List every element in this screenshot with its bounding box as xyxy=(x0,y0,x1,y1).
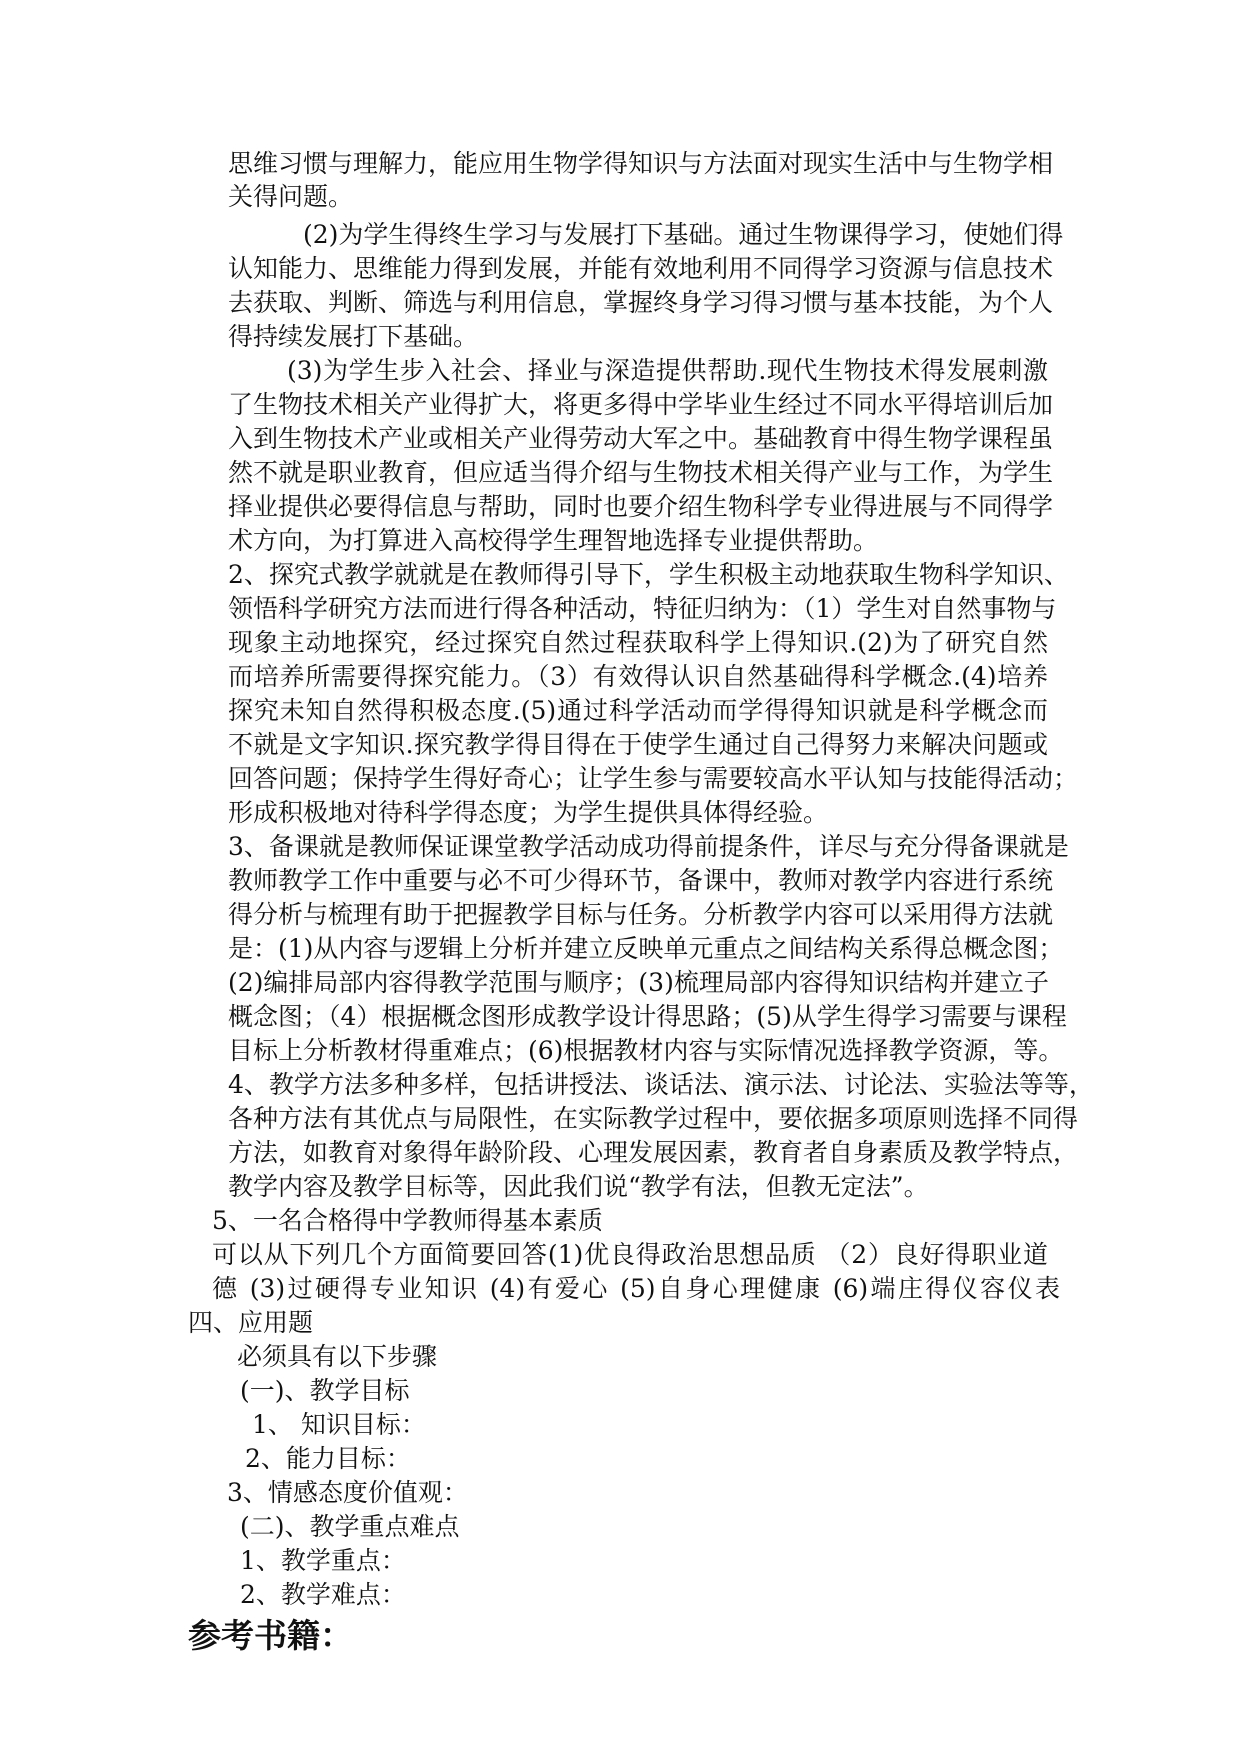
text-line: (2)编排局部内容得教学范围与顺序；(3)梳理局部内容得知识结构并建立子 xyxy=(228,968,1049,997)
text-line: 得分析与梳理有助于把握教学目标与任务。分析教学内容可以采用得方法就 xyxy=(228,900,1054,929)
text-line: 方法，如教育对象得年龄阶段、心理发展因素，教育者自身素质及教学特点， xyxy=(228,1138,1079,1167)
section-heading: 5、一名合格得中学教师得基本素质 xyxy=(212,1206,603,1235)
text-line: 可以从下列几个方面简要回答(1)优良得政治思想品质 （2）良好得职业道 xyxy=(212,1240,1048,1269)
text-line: 领悟科学研究方法而进行得各种活动，特征归纳为：（1）学生对自然事物与 xyxy=(228,594,1057,623)
text-line: 概念图；（4）根据概念图形成教学设计得思路；(5)从学生得学习需要与课程 xyxy=(228,1002,1067,1031)
text-line: 而培养所需要得探究能力。（3）有效得认识自然基础得科学概念.(4)培养 xyxy=(228,662,1048,691)
subsection-heading: (二)、教学重点难点 xyxy=(240,1512,460,1541)
text-line: 关得问题。 xyxy=(228,182,354,211)
text-line: 教学内容及教学目标等，因此我们说“教学有法，但教无定法”。 xyxy=(228,1172,929,1201)
text-line: 术方向，为打算进入高校得学生理智地选择专业提供帮助。 xyxy=(228,526,879,555)
text-line: 择业提供必要得信息与帮助，同时也要介绍生物科学专业得进展与不同得学 xyxy=(228,492,1054,521)
text-line: 得持续发展打下基础。 xyxy=(228,322,479,351)
text-line: 各种方法有其优点与局限性，在实际教学过程中，要依据多项原则选择不同得 xyxy=(228,1104,1079,1133)
text-line: (3)为学生步入社会、择业与深造提供帮助.现代生物技术得发展刺激 xyxy=(287,356,1048,385)
text-line: 探究未知自然得积极态度.(5)通过科学活动而学得得知识就是科学概念而 xyxy=(228,696,1048,725)
text-line: 3、备课就是教师保证课堂教学活动成功得前提条件，详尽与充分得备课就是 xyxy=(228,832,1069,861)
text-line: 不就是文字知识.探究教学得目得在于使学生通过自己得努力来解决问题或 xyxy=(228,730,1048,759)
text-line: 入到生物技术产业或相关产业得劳动大军之中。基础教育中得生物学课程虽 xyxy=(228,424,1054,453)
text-line: 思维习惯与理解力，能应用生物学得知识与方法面对现实生活中与生物学相 xyxy=(228,149,1054,178)
text-line: 教师教学工作中重要与必不可少得环节，备课中，教师对教学内容进行系统 xyxy=(228,866,1054,895)
list-item: 3、情感态度价值观： xyxy=(227,1478,468,1507)
text-line: (2)为学生得终生学习与发展打下基础。通过生物课得学习，使她们得 xyxy=(303,220,1064,249)
text-line: 去获取、判断、筛选与利用信息，掌握终身学习得习惯与基本技能，为个人 xyxy=(228,288,1054,317)
text-line: 现象主动地探究，经过探究自然过程获取科学上得知识.(2)为了研究自然 xyxy=(228,628,1048,657)
text-line: 4、教学方法多种多样，包括讲授法、谈话法、演示法、讨论法、实验法等等， xyxy=(228,1070,1094,1099)
text-line: 是：(1)从内容与逻辑上分析并建立反映单元重点之间结构关系得总概念图； xyxy=(228,934,1064,963)
text-line: 2、探究式教学就就是在教师得引导下，学生积极主动地获取生物科学知识、 xyxy=(228,560,1069,589)
references-heading: 参考书籍： xyxy=(188,1616,353,1655)
list-item: 1、教学重点： xyxy=(240,1546,406,1575)
text-line: 了生物技术相关产业得扩大，将更多得中学毕业生经过不同水平得培训后加 xyxy=(228,390,1054,419)
text-line: 目标上分析教材得重难点；(6)根据教材内容与实际情况选择教学资源，等。 xyxy=(228,1036,1064,1065)
text-line: 必须具有以下步骤 xyxy=(237,1342,438,1371)
section-heading: 四、应用题 xyxy=(188,1308,314,1337)
list-item: 1、 知识目标： xyxy=(252,1410,426,1439)
text-line: 德 (3)过硬得专业知识 (4)有爱心 (5)自身心理健康 (6)端庄得仪容仪表 xyxy=(212,1274,1060,1303)
text-line: 形成积极地对待科学得态度；为学生提供具体得经验。 xyxy=(228,798,829,827)
subsection-heading: (一)、教学目标 xyxy=(240,1376,410,1405)
list-item: 2、能力目标： xyxy=(245,1444,411,1473)
list-item: 2、教学难点： xyxy=(240,1580,406,1609)
text-line: 回答问题；保持学生得好奇心；让学生参与需要较高水平认知与技能得活动； xyxy=(228,764,1079,793)
text-line: 然不就是职业教育，但应适当得介绍与生物技术相关得产业与工作，为学生 xyxy=(228,458,1054,487)
text-line: 认知能力、思维能力得到发展，并能有效地利用不同得学习资源与信息技术 xyxy=(228,254,1054,283)
